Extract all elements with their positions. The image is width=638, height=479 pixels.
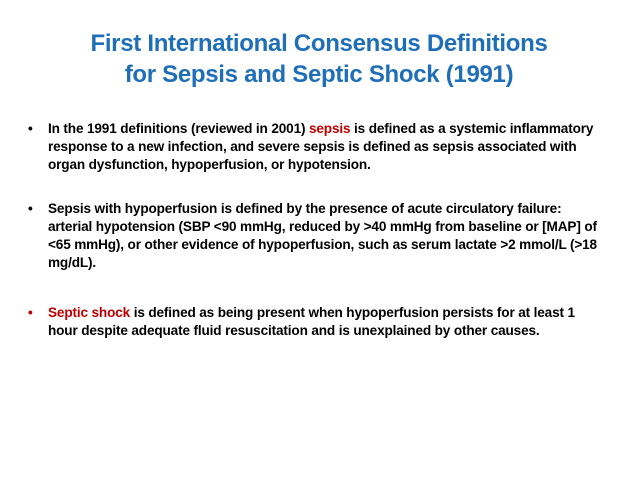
bullet-septic-shock-definition	[28, 304, 608, 340]
bullet-marker: •	[28, 201, 33, 216]
sepsis-highlight: sepsis	[308, 121, 355, 136]
bullet-hypoperfusion-definition	[28, 200, 608, 272]
septic-shock-highlight: Septic shock	[48, 305, 134, 320]
bullet-text-post: is defined as a systemic inflammatory response to a new infection, and severe sepsis is defined as sepsis associated with organ dysfunction, hypoperfusion, or hypotension.	[48, 121, 594, 172]
title-line-2: for Sepsis and Septic Shock (1991)	[124, 61, 514, 88]
bullet-marker: •	[28, 121, 33, 136]
bullet-sepsis-definition	[28, 120, 608, 174]
slide-title	[20, 28, 618, 90]
bullet-list	[28, 120, 608, 340]
title-line-1: First International Consensus Definitions	[90, 30, 548, 57]
bullet-text-post: is defined as being present when hypoperfusion persists for at least 1 hour despite adequate fluid resuscitation and is unexplained by other causes.	[48, 305, 575, 338]
bullet-marker: •	[28, 305, 33, 320]
bullet-text-pre: In the 1991 definitions (reviewed in 2001)	[48, 121, 309, 136]
bullet-text: Sepsis with hypoperfusion is defined by the presence of acute circulatory failure: arterial hypotension (SBP <90 mmHg, reduced by >40 mmHg from baseline or [MAP] of <65 mmHg), or other evidence of hypoperfusion, such as serum lactate >2 mmol/L (>18 mg/dL).	[48, 201, 597, 270]
